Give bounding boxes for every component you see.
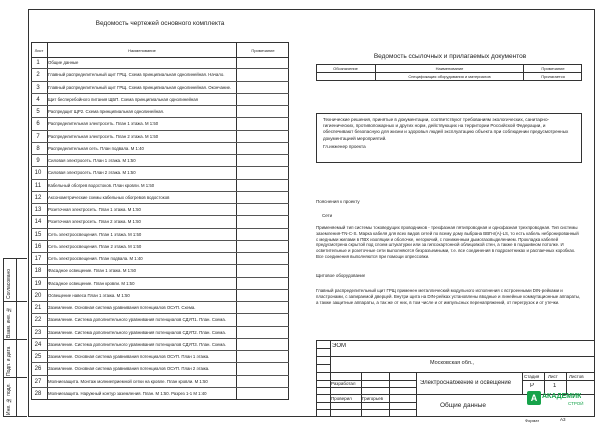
row-sheet-name: Заземление. Основная система уравнивания потенциалов ОСУП. Схема. — [48, 305, 196, 310]
table-row — [31, 327, 289, 339]
row-sheet-name: Фасадное освещение. План 1 этажа. М 1:50 — [48, 268, 136, 274]
side-label-sign-date: Подп. и дата — [6, 346, 12, 376]
row-sheet-name: Заземление. Система дополнительного уравнивания потенциалов СДУП2. План. Схема. — [48, 329, 226, 335]
compliance-note — [316, 113, 582, 163]
stage-label: Стадия — [524, 374, 540, 379]
row-sheet-name: Молниезащита. Монтаж молниеприемной сетки на кровле. План кровли. М 1:50 — [48, 378, 208, 384]
table-row — [31, 155, 289, 167]
row-sheet-name: Розеточная электросеть. План 2 этажа. М 1:50 — [48, 219, 141, 225]
row-sheet-number: 6 — [36, 121, 40, 128]
checked-label: Проверил — [331, 396, 352, 401]
row-sheet-name: Освещение навеса План 1 этажа. М 1:50 — [48, 292, 130, 298]
checked-name: Григорьев — [362, 396, 383, 401]
drawings-list-title: Ведомость чертежей основного комплекта — [95, 20, 225, 27]
row-sheet-number: 16 — [34, 243, 42, 250]
row-sheet-name: Распределительная электросеть. План 2 этажа. М 1:50 — [48, 133, 159, 139]
row-sheet-number: 8 — [36, 145, 40, 152]
row-sheet-name: Силовая электросеть. План 2 этажа. М 1:50 — [48, 170, 136, 176]
project-location: Московская обл., — [430, 360, 474, 366]
row-sheet-number: 4 — [36, 96, 40, 103]
row-sheet-name: Молниезащита. Наружный контур заземления. План. М 1:50. Разрез 1-1 М 1:40 — [48, 390, 207, 396]
sheets-label: Листов — [569, 374, 584, 379]
row-sheet-name: Распределительная электросеть. План 1 этажа. М 1:50 — [48, 121, 159, 127]
row-sheet-name: Распредщит ЩР2. Схема принципиальная однолинейная. — [48, 109, 165, 114]
table-row — [31, 265, 289, 277]
table-row — [31, 388, 289, 400]
sheet-label: Лист — [548, 374, 558, 379]
compliance-text: Технические решения, принятые в документации, соответствуют требованиям экологических, санитарно-гигиенических, противопожарных и других норм, действующих на территории Российской Федерации, и обеспечивают безопасную для жизни и здоровья людей эксплуатацию объекта при соблюдении предусмотренных документацией мероприятий. — [323, 117, 569, 141]
row-sheet-number: 13 — [34, 207, 42, 213]
col-note-header: Примечание — [251, 48, 275, 53]
row-sheet-number: 21 — [34, 305, 42, 311]
docs-list-title: Ведомость ссылочных и прилагаемых документов — [373, 53, 527, 60]
row-sheet-name: Заземление. Основная система уравнивания потенциалов ОСУП. План 2 этажа. — [48, 366, 210, 372]
table-row — [31, 167, 289, 179]
explanatory-heading: Пояснения к проекту — [316, 199, 360, 204]
format-label: Формат — [525, 418, 540, 423]
row-sheet-number: 22 — [34, 317, 42, 324]
chief-engineer-label: Гл.инженер проекта — [323, 143, 366, 149]
format-value: А3 — [560, 417, 566, 422]
row-sheet-number: 17 — [34, 256, 42, 262]
row-sheet-name: Главный распределительный щит ГРЩ. Схема принципиальная однолинейная. Начало. — [48, 72, 225, 78]
logo-text: АКАДЕМИК — [542, 393, 582, 400]
networks-title: Сети — [322, 213, 333, 218]
docs-row-note: Прилагается — [541, 74, 565, 79]
row-sheet-number: 20 — [34, 292, 42, 299]
table-row — [31, 376, 289, 388]
row-sheet-number: 18 — [34, 268, 42, 275]
row-sheet-name: Заземление. Система дополнительного уравнивания потенциалов СДУП1. План. Схема. — [48, 317, 226, 323]
row-sheet-number: 15 — [34, 231, 42, 238]
row-sheet-name: Сеть электроосвещения. План 2 этажа. М 1:50 — [48, 243, 142, 249]
table-row — [31, 192, 289, 204]
row-sheet-number: 11 — [34, 182, 42, 189]
row-sheet-number: 25 — [34, 354, 42, 360]
row-sheet-name: Кабельный обогрев водостоков. План кровли. М 1:50 — [48, 182, 155, 188]
row-sheet-number: 12 — [34, 194, 42, 201]
row-sheet-name: Заземление. Основная система уравнивания потенциалов ОСУП. План 1 этажа. — [48, 354, 210, 359]
table-row — [31, 204, 289, 216]
networks-text: Применяемый тип системы токоведущих проводников - трехфазная пятипроводная и однофазная трехпроводная. Тип системы заземления-TN-C-S. Марка кабеля для всех видов сетей по всему дому выбрана ВВГнг(А)-LS, то есть кабель небронированный с медными жилами в ПВХ изоляции и оболочке, негорючий, с пониженным дымогазовыделением. Прокладка кабелей предусмотрена скрытой под слоем штукатурки или за гипсокартонной облицовкой стен, а также в подшивном потолке. И осветительные и розеточные сети выполняются безразъемными, т.е. все соединения в подрозетниках и распаечных коробках. Все соединения выполняются при помощи опрессовки. — [316, 225, 579, 259]
sheet-name: Общие данные — [440, 402, 487, 409]
table-row — [31, 278, 289, 290]
row-sheet-number: 2 — [36, 72, 40, 79]
side-label-agreed: Согласовано — [6, 268, 12, 299]
row-sheet-number: 7 — [36, 133, 40, 140]
row-sheet-number: 14 — [34, 219, 42, 226]
col-name-header: Наименование — [128, 48, 156, 53]
table-row — [31, 180, 289, 192]
row-sheet-number: 10 — [34, 170, 42, 177]
row-sheet-number: 23 — [34, 329, 42, 336]
row-sheet-number: 19 — [34, 280, 42, 287]
row-sheet-name: Аксонометрические схемы кабельных обогревов водостоков — [48, 194, 170, 200]
row-sheet-name: Фасадное освещение. План кровли. М 1:50 — [48, 280, 135, 286]
row-sheet-name: Общие данные — [48, 60, 79, 65]
row-sheet-number: 1 — [36, 60, 40, 66]
row-sheet-name: Главный распределительный щит ГРЩ. Схема принципиальная однолинейная. Окончание. — [48, 84, 232, 90]
row-sheet-name: Щит бесперебойного питания ЩБП. Схема принципиальная однолинейная — [48, 96, 198, 102]
developed-label: Разработал — [331, 381, 356, 386]
docs-col-note: Примечание — [541, 66, 565, 71]
table-row — [31, 314, 289, 326]
row-sheet-name: Силовая электросеть. План 1 этажа. М 1:50 — [48, 158, 136, 163]
side-stamp — [3, 258, 27, 417]
docs-col-name: Наименование — [435, 66, 464, 71]
table-row — [31, 82, 289, 94]
table-row — [31, 118, 289, 130]
table-row — [31, 94, 289, 106]
row-sheet-name: Розеточная электросеть. План 1 этажа. М 1:50 — [48, 207, 141, 212]
row-sheet-name: Сеть электроосвещения. План 1 этажа. М 1:50 — [48, 231, 142, 237]
stage-value: Р — [530, 383, 535, 389]
row-sheet-name: Заземление. Система дополнительного уравнивания потенциалов СДУП3. План. Схема. — [48, 341, 226, 347]
row-sheet-number: 5 — [36, 109, 40, 115]
table-row — [31, 106, 289, 118]
row-sheet-name: Распределительная сеть. План подвала. М 1:40 — [48, 145, 144, 151]
side-label-replace: Взам. инв. № — [6, 306, 12, 338]
row-sheet-number: 3 — [36, 84, 40, 91]
table-row — [31, 290, 289, 302]
table-row — [31, 143, 289, 155]
col-sheet-header: Лист — [34, 48, 44, 53]
project-name: Электроснабжение и освещение — [420, 380, 512, 386]
docs-row-name: Спецификация оборудования и материалов — [408, 74, 491, 79]
row-sheet-number: 9 — [36, 158, 40, 164]
table-row — [31, 363, 289, 375]
row-sheet-number: 28 — [34, 390, 42, 397]
row-sheet-number: 27 — [34, 378, 42, 385]
sheet-value: 1 — [553, 383, 557, 389]
row-sheet-number: 24 — [34, 341, 42, 348]
logo-sub: СТРОЙ — [568, 401, 584, 406]
equipment-title: Щитовое оборудование — [316, 273, 366, 278]
row-sheet-number: 26 — [34, 366, 42, 373]
table-row — [31, 302, 289, 314]
table-row — [31, 69, 289, 81]
table-row — [31, 229, 289, 241]
academic-logo-icon: A — [527, 391, 541, 405]
table-row — [31, 216, 289, 228]
docs-col-designation: Обозначение — [333, 66, 358, 71]
table-row — [31, 339, 289, 351]
table-row — [31, 241, 289, 253]
project-code: ЭОМ — [332, 343, 346, 349]
table-row — [31, 131, 289, 143]
table-row — [31, 57, 289, 69]
side-label-inv: Инв. № подл. — [6, 383, 12, 415]
equipment-text: Главный распределительный щит ГРЩ применен металлический модульного исполнения с встроенными DIN-рейками и пластронами, с запираемой дверцей. Внутри щита на DIN-рейках установлены вводные и линейные коммутационные аппараты, а также защитные аппараты, а так же от них, в том числе и от импульсных перенапряжений, от перегрузок и от утечки. — [316, 288, 581, 305]
table-row — [31, 253, 289, 265]
table-row — [31, 351, 289, 363]
row-sheet-name: Сеть электроосвещения. План подвала. М 1:40 — [48, 256, 143, 261]
